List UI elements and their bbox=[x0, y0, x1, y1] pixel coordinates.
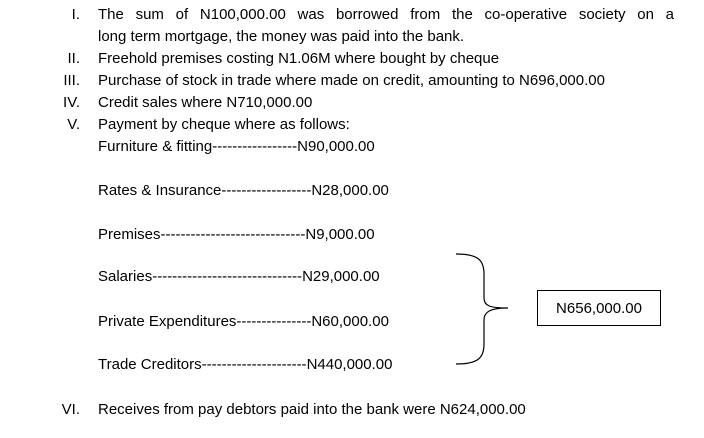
payment-dashes: ------------------------------ bbox=[152, 268, 303, 285]
payment-dashes: ----------------- bbox=[212, 138, 298, 155]
item-number: IV. bbox=[63, 94, 80, 111]
item-text: Purchase of stock in trade where made on credit, amounting to N696,000.00 bbox=[98, 72, 605, 89]
payment-amount: N90,000.00 bbox=[297, 138, 375, 155]
item-text: The sum of N100,000.00 was borrowed from the co-operative society on a bbox=[98, 6, 674, 23]
payment-line bbox=[98, 356, 392, 374]
payment-label: Private Expenditures bbox=[98, 313, 237, 330]
payment-line bbox=[98, 268, 380, 286]
item-number: II. bbox=[67, 50, 80, 67]
item-text-continued: long term mortgage, the money was paid into the bank. bbox=[98, 28, 465, 45]
total-box bbox=[537, 290, 661, 326]
total-amount: N656,000.00 bbox=[556, 299, 642, 317]
payment-amount: N440,000.00 bbox=[306, 356, 393, 373]
item-number: III. bbox=[63, 72, 80, 89]
payment-label: Trade Creditors bbox=[98, 356, 202, 373]
payment-label: Rates & Insurance bbox=[98, 182, 222, 199]
payment-line bbox=[98, 138, 375, 156]
payment-amount: N9,000.00 bbox=[305, 226, 375, 243]
payment-line bbox=[98, 313, 389, 331]
payment-amount: N60,000.00 bbox=[311, 313, 389, 330]
item-text: Payment by cheque where as follows: bbox=[98, 116, 350, 133]
payment-line bbox=[98, 182, 389, 200]
payment-dashes: --------------- bbox=[236, 313, 312, 330]
item-text: Receives from pay debtors paid into the bank were N624,000.00 bbox=[98, 401, 526, 418]
item-text: Credit sales where N710,000.00 bbox=[98, 94, 313, 111]
payment-label: Furniture & fitting bbox=[98, 138, 213, 155]
item-text: Freehold premises costing N1.06M where bought by cheque bbox=[98, 50, 500, 67]
payment-label: Salaries bbox=[98, 268, 153, 285]
item-number: VI. bbox=[61, 401, 80, 418]
payment-dashes: --------------------- bbox=[201, 356, 307, 373]
payment-amount: N28,000.00 bbox=[311, 182, 389, 199]
payment-line bbox=[98, 226, 375, 244]
payment-amount: N29,000.00 bbox=[302, 268, 380, 285]
payment-dashes: ------------------ bbox=[221, 182, 312, 199]
payment-dashes: ----------------------------- bbox=[160, 226, 306, 243]
payment-label: Premises bbox=[98, 226, 161, 243]
item-number: V. bbox=[67, 116, 80, 133]
grouping-brace bbox=[450, 250, 520, 370]
item-number: I. bbox=[71, 6, 80, 23]
